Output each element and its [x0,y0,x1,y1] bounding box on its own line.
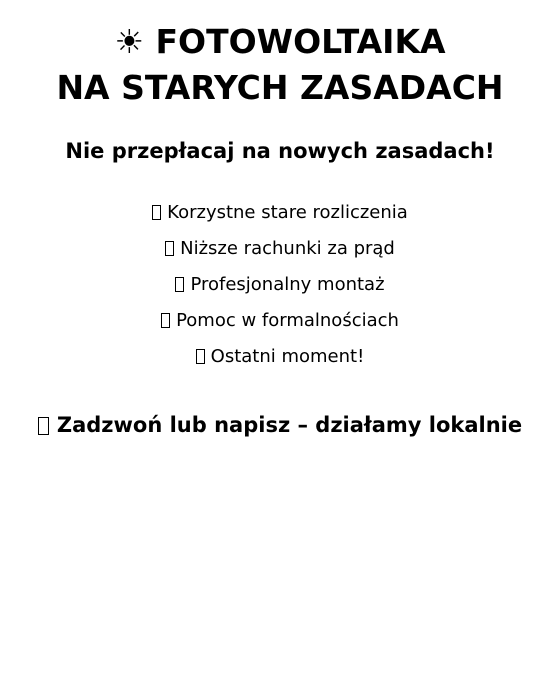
feature-item [0,309,560,345]
headline-line-1 [0,22,560,62]
feature-item [0,273,560,309]
unrendered-glyph-icon [196,349,205,364]
feature-text: Ostatni moment! [210,346,365,367]
cta-text: Zadzwoń lub napisz – działamy lokalnie [56,413,523,437]
feature-item [0,237,560,273]
feature-item [0,201,560,237]
unrendered-glyph-icon [38,417,49,435]
feature-text: Korzystne stare rozliczenia [167,202,408,223]
unrendered-glyph-icon [152,205,161,220]
sun-icon: ☀ [114,22,145,61]
headline-line-2: NA STARYCH ZASADACH [56,68,504,107]
feature-text: Pomoc w formalnościach [176,310,399,331]
unrendered-glyph-icon [161,313,170,328]
subtitle: Nie przepłacaj na nowych zasadach! [65,139,495,163]
feature-item [0,345,560,381]
feature-text: Profesjonalny montaż [190,274,385,295]
feature-text: Niższe rachunki za prąd [180,238,395,259]
call-to-action [0,411,560,439]
unrendered-glyph-icon [165,241,174,256]
feature-list [0,201,560,381]
headline-text-1: FOTOWOLTAIKA [155,22,446,61]
unrendered-glyph-icon [175,277,184,292]
